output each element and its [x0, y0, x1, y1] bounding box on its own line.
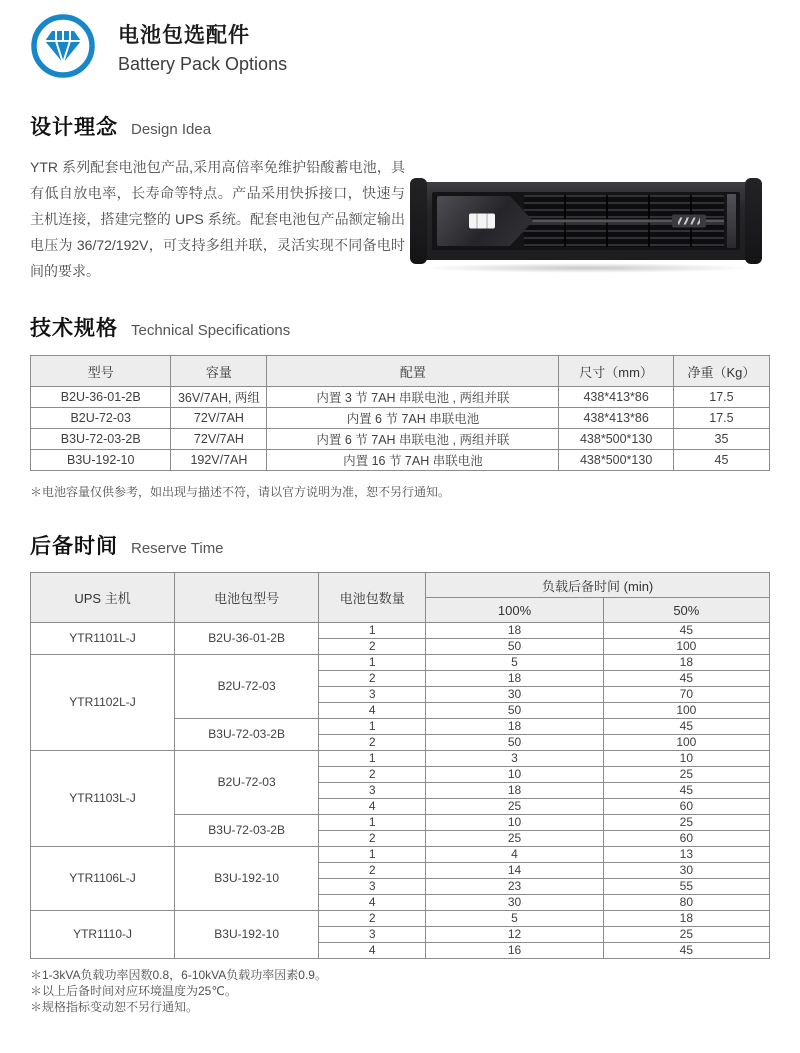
- table-cell: 50: [426, 639, 603, 655]
- table-cell: 18: [426, 671, 603, 687]
- table-cell: 60: [603, 831, 769, 847]
- table-cell: 2: [319, 735, 426, 751]
- table-cell: B2U-72-03: [175, 751, 319, 815]
- table-cell: 16: [426, 943, 603, 959]
- reserve-footnotes: [30, 967, 770, 1015]
- table-cell: 3: [319, 879, 426, 895]
- table-cell: 1: [319, 719, 426, 735]
- table-cell: 72V/7AH: [171, 408, 267, 429]
- table-cell: 70: [603, 687, 769, 703]
- table-cell: YTR1110-J: [31, 911, 175, 959]
- table-cell: 内置 6 节 7AH 串联电池 , 两组并联: [267, 429, 559, 450]
- table-header-row: [31, 356, 770, 387]
- section-reserve-time: [30, 530, 770, 959]
- table-cell: 4: [319, 799, 426, 815]
- page-subtitle: Battery Pack Options: [118, 54, 288, 74]
- table-cell: 100: [603, 639, 769, 655]
- table-cell: 55: [603, 879, 769, 895]
- table-row: [31, 450, 770, 471]
- table-cell: 45: [603, 783, 769, 799]
- design-paragraph: YTR 系列配套电池包产品,采用高倍率免维护铅酸蓄电池，具有低自放电率，长寿命等特点。产品采用快拆接口，快速与主机连接，搭建完整的 UPS 系统。配套电池包产品额定输出电压为 36/72/192V，可支持多组并联，灵活实现不同备电时间的要求。: [30, 159, 405, 279]
- table-row: [31, 655, 770, 671]
- table-cell: 3: [319, 783, 426, 799]
- footnote-spec-change: ＊规格指标变动恕不另行通知。: [30, 1000, 199, 1014]
- product-image-wrap: [405, 154, 770, 284]
- table-cell: B3U-72-03-2B: [175, 719, 319, 751]
- page-title-block: [118, 13, 287, 75]
- table-cell: 10: [426, 767, 603, 783]
- unit-chassis: [417, 182, 755, 260]
- table-cell: 3: [319, 687, 426, 703]
- table-cell: 内置 3 节 7AH 串联电池 , 两组并联: [267, 387, 559, 408]
- table-cell: 4: [319, 703, 426, 719]
- table-cell: 3: [426, 751, 603, 767]
- table-row: [31, 847, 770, 863]
- reserve-heading-zh: 后备时间: [30, 535, 118, 558]
- table-cell: B3U-72-03-2B: [31, 429, 171, 450]
- table-cell: 2: [319, 911, 426, 927]
- table-cell: 2: [319, 863, 426, 879]
- table-cell: 2: [319, 639, 426, 655]
- battery-icon: [469, 214, 495, 229]
- brand-logo-badge: [672, 215, 706, 228]
- table-cell: 45: [603, 671, 769, 687]
- table-cell: 45: [603, 943, 769, 959]
- table-cell: 45: [673, 450, 769, 471]
- table-cell: 60: [603, 799, 769, 815]
- table-cell: 18: [426, 623, 603, 639]
- reserve-time-table: [30, 572, 770, 959]
- table-cell: 3: [319, 927, 426, 943]
- table-cell: 30: [426, 687, 603, 703]
- page-title: 电池包选配件: [118, 24, 250, 47]
- tech-heading: [30, 312, 770, 342]
- table-cell: 12: [426, 927, 603, 943]
- table-cell: 2: [319, 767, 426, 783]
- table-cell: 18: [426, 783, 603, 799]
- col-capacity: 容量: [171, 356, 267, 387]
- table-row: [31, 387, 770, 408]
- table-cell: 内置 16 节 7AH 串联电池: [267, 450, 559, 471]
- table-header-row: [31, 573, 770, 598]
- table-cell: 438*413*86: [559, 387, 674, 408]
- table-cell: 45: [603, 623, 769, 639]
- table-cell: 1: [319, 751, 426, 767]
- table-cell: 100: [603, 735, 769, 751]
- table-cell: 25: [603, 767, 769, 783]
- table-cell: B2U-72-03: [31, 408, 171, 429]
- table-cell: 50: [426, 735, 603, 751]
- col-model: 型号: [31, 356, 171, 387]
- table-cell: 25: [603, 927, 769, 943]
- table-cell: 内置 6 节 7AH 串联电池: [267, 408, 559, 429]
- table-cell: 4: [319, 895, 426, 911]
- table-cell: 100: [603, 703, 769, 719]
- design-heading-en: Design Idea: [131, 121, 212, 138]
- table-cell: B2U-36-01-2B: [31, 387, 171, 408]
- table-cell: YTR1102L-J: [31, 655, 175, 751]
- table-cell: YTR1103L-J: [31, 751, 175, 847]
- col-configuration: 配置: [267, 356, 559, 387]
- table-cell: 17.5: [673, 387, 769, 408]
- col-pack-model: 电池包型号: [175, 573, 319, 623]
- footnote-temperature: ＊以上后备时间对应环境温度为25℃。: [30, 984, 237, 998]
- table-cell: 23: [426, 879, 603, 895]
- table-cell: B3U-192-10: [31, 450, 171, 471]
- table-cell: 1: [319, 655, 426, 671]
- page-header: [0, 0, 800, 79]
- table-cell: 50: [426, 703, 603, 719]
- table-row: [31, 429, 770, 450]
- rack-ear-left: [410, 178, 427, 264]
- table-row: [31, 623, 770, 639]
- table-cell: 1: [319, 815, 426, 831]
- table-cell: 25: [426, 799, 603, 815]
- unit-front-face: [432, 192, 740, 250]
- table-cell: 13: [603, 847, 769, 863]
- table-cell: 438*413*86: [559, 408, 674, 429]
- col-load-50: 50%: [603, 598, 769, 623]
- tech-footnote: ＊电池容量仅供参考，如出现与描述不符，请以官方说明为准，恕不另行通知。: [30, 485, 451, 499]
- table-cell: 438*500*130: [559, 450, 674, 471]
- section-tech-specs: [30, 312, 770, 500]
- table-cell: 4: [426, 847, 603, 863]
- tech-specs-table: [30, 355, 770, 471]
- table-cell: 18: [603, 911, 769, 927]
- table-cell: 5: [426, 911, 603, 927]
- table-cell: 2: [319, 671, 426, 687]
- table-cell: YTR1101L-J: [31, 623, 175, 655]
- table-cell: 45: [603, 719, 769, 735]
- table-cell: 25: [603, 815, 769, 831]
- reserve-heading-en: Reserve Time: [131, 540, 224, 557]
- table-cell: 2: [319, 831, 426, 847]
- unit-right-bar: [727, 194, 736, 248]
- table-cell: 72V/7AH: [171, 429, 267, 450]
- table-cell: YTR1106L-J: [31, 847, 175, 911]
- col-weight: 净重（Kg）: [673, 356, 769, 387]
- rack-ear-right: [745, 178, 762, 264]
- table-cell: 25: [426, 831, 603, 847]
- table-cell: 10: [603, 751, 769, 767]
- table-cell: 80: [603, 895, 769, 911]
- table-cell: 1: [319, 623, 426, 639]
- table-cell: 17.5: [673, 408, 769, 429]
- table-row: [31, 751, 770, 767]
- table-cell: B2U-36-01-2B: [175, 623, 319, 655]
- table-cell: B3U-192-10: [175, 847, 319, 911]
- footnote-power-factor: ＊1-3kVA负载功率因数0.8，6-10kVA负载功率因素0.9。: [30, 968, 327, 982]
- table-cell: 438*500*130: [559, 429, 674, 450]
- table-cell: 4: [319, 943, 426, 959]
- col-load-backup-time: 负载后备时间 (min): [426, 573, 770, 598]
- table-cell: 10: [426, 815, 603, 831]
- table-cell: 18: [603, 655, 769, 671]
- table-cell: 14: [426, 863, 603, 879]
- tech-heading-en: Technical Specifications: [131, 322, 291, 339]
- col-dimensions: 尺寸（mm）: [559, 356, 674, 387]
- table-cell: 192V/7AH: [171, 450, 267, 471]
- table-cell: 30: [603, 863, 769, 879]
- col-load-100: 100%: [426, 598, 603, 623]
- col-ups-host: UPS 主机: [31, 573, 175, 623]
- design-heading: [30, 111, 770, 141]
- reserve-heading: [30, 530, 770, 560]
- diamond-badge-icon: [30, 13, 96, 79]
- table-cell: 18: [426, 719, 603, 735]
- table-row: [31, 408, 770, 429]
- design-body: [30, 154, 770, 284]
- table-cell: 30: [426, 895, 603, 911]
- table-cell: B3U-72-03-2B: [175, 815, 319, 847]
- table-row: [31, 911, 770, 927]
- col-pack-qty: 电池包数量: [319, 573, 426, 623]
- product-image: [410, 178, 762, 264]
- table-cell: 5: [426, 655, 603, 671]
- table-cell: 1: [319, 847, 426, 863]
- table-cell: 36V/7AH, 两组: [171, 387, 267, 408]
- tech-table-body: [31, 387, 770, 471]
- reserve-table-body: [31, 623, 770, 959]
- unit-display-panel: [437, 196, 533, 246]
- table-cell: B3U-192-10: [175, 911, 319, 959]
- table-cell: 35: [673, 429, 769, 450]
- design-heading-zh: 设计理念: [30, 116, 118, 139]
- tech-heading-zh: 技术规格: [30, 317, 118, 340]
- table-cell: B2U-72-03: [175, 655, 319, 719]
- section-design-idea: [30, 111, 770, 284]
